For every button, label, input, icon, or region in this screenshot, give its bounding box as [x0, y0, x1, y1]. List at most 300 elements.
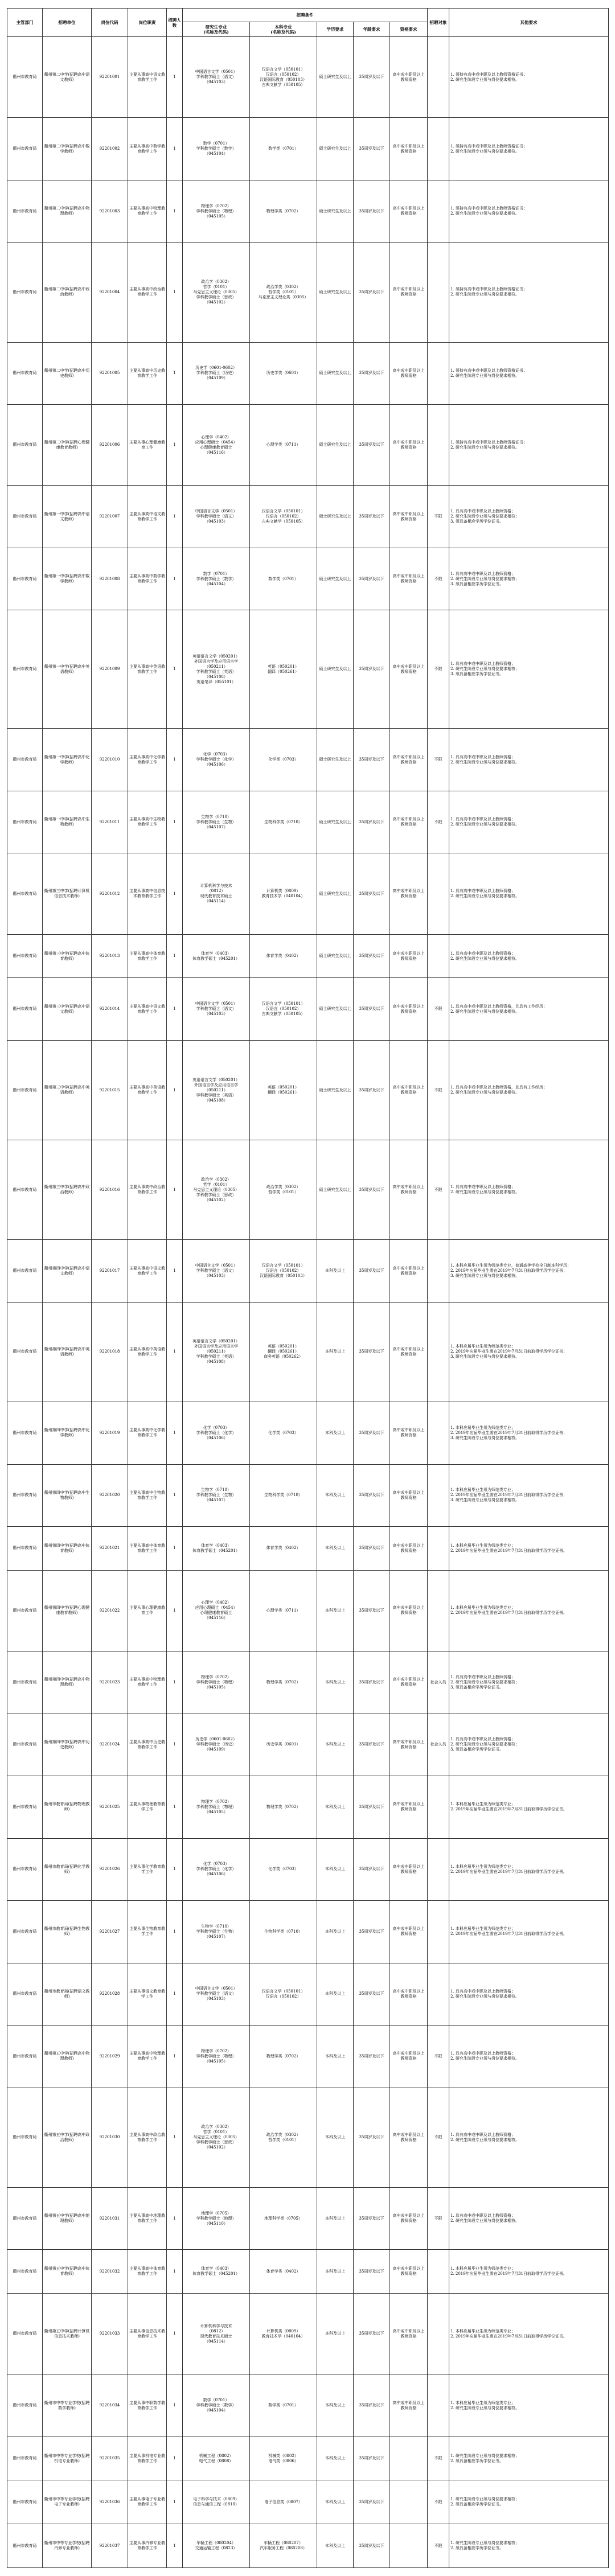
code-cell: 92201029: [92, 2026, 128, 2088]
under-major-cell: 数学类（0701）: [250, 548, 317, 610]
grad-major-cell: 生物学（0710） 学科教学硕士（生物） （045107）: [183, 1464, 250, 1527]
age-cell: 35周岁及以下: [354, 1464, 390, 1527]
post-cell: 主要从事语文教育教学工作: [128, 1963, 167, 2026]
under-major-cell: 政治学类（0302） 哲学类（0101）: [250, 1140, 317, 1240]
code-cell: 92201032: [92, 2250, 128, 2294]
grad-major-cell: 化学（0703） 学科教学硕士（化学） （045106）: [183, 1838, 250, 1901]
other-cell: 1. 具有高中或中职及以上教师资格； 2. 研究生阶段专业须与岗位要求相符； 3. 须具备相应学历学位证书。: [449, 1714, 609, 1776]
edu-cell: 本科及以上: [317, 1464, 354, 1527]
under-major-cell: 英语（050201） 翻译（050261）: [250, 1040, 317, 1140]
under-major-cell: 化学类（0703）: [250, 1838, 317, 1901]
code-cell: 92201008: [92, 548, 128, 610]
code-cell: 92201012: [92, 853, 128, 934]
qual-cell: 高中或中职及以上教师资格: [390, 729, 428, 791]
code-cell: 92201028: [92, 1963, 128, 2026]
qual-cell: 高中或中职及以上教师资格: [390, 180, 428, 243]
qual-cell: 高中或中职及以上教师资格: [390, 1776, 428, 1839]
table-row: [7, 1240, 609, 1303]
age-cell: 35周岁及以下: [354, 2374, 390, 2437]
table-row: [7, 934, 609, 978]
unit-cell: 衢州第二中学(招聘高中政治教师): [43, 243, 92, 342]
dept-cell: 衢州市教育局: [7, 180, 43, 243]
grad-major-cell: 中国语言文学（0501） 学科教学硕士（语文） （045103）: [183, 486, 250, 548]
count-cell: 1: [167, 1140, 183, 1240]
post-cell: 主要从事高中数学教育教学工作: [128, 118, 167, 180]
qual-cell: 高中或中职及以上教师资格: [390, 1464, 428, 1527]
dept-cell: 衢州市教育局: [7, 1776, 43, 1839]
edu-cell: 硕士研究生及以上: [317, 548, 354, 610]
age-cell: 35周岁及以下: [354, 548, 390, 610]
post-cell: 主要从事高中体育教育教学工作: [128, 1527, 167, 1571]
edu-cell: 本科及以上: [317, 2524, 354, 2568]
grad-major-cell: 数学（0701） 学科教学硕士（数学） （045104）: [183, 548, 250, 610]
unit-cell: 衢州第五中学(招聘高中体育教师): [43, 2250, 92, 2294]
edu-cell: 本科及以上: [317, 2480, 354, 2524]
edu-cell: 硕士研究生及以上: [317, 118, 354, 180]
dept-cell: 衢州市教育局: [7, 2374, 43, 2437]
table-row: [7, 2437, 609, 2480]
edu-cell: 硕士研究生及以上: [317, 342, 354, 405]
post-cell: 主要从事高中历史教育教学工作: [128, 342, 167, 405]
grad-major-cell: 数学（0701） 学科教学硕士（数学） （045104）: [183, 118, 250, 180]
grad-major-cell: 政治学（0302） 哲学（0101） 马克思主义理论（0305） 学科教学硕士（思政） （045102）: [183, 1140, 250, 1240]
target-cell: [428, 1963, 449, 2026]
age-cell: 35周岁及以下: [354, 2026, 390, 2088]
age-cell: 35周岁及以下: [354, 729, 390, 791]
qual-cell: 高中或中职及以上教师资格: [390, 1651, 428, 1714]
count-cell: 1: [167, 405, 183, 486]
code-cell: 92201017: [92, 1240, 128, 1303]
edu-cell: 本科及以上: [317, 1402, 354, 1465]
age-cell: 35周岁及以下: [354, 1302, 390, 1402]
target-cell: [428, 1402, 449, 1465]
grad-major-cell: 化学（0703） 学科教学硕士（化学） （045106）: [183, 1402, 250, 1465]
code-cell: 92201027: [92, 1901, 128, 1963]
qual-cell: 高中或中职及以上教师资格: [390, 1140, 428, 1240]
grad-major-cell: 电子科学与技术（0809） 信息与通信工程（0810）: [183, 2480, 250, 2524]
count-cell: 1: [167, 1570, 183, 1651]
grad-major-cell: 体育学（0403） 体育教学硕士（045201）: [183, 1527, 250, 1571]
recruitment-table: [7, 8, 609, 2568]
edu-cell: 硕士研究生及以上: [317, 978, 354, 1041]
table-row: [7, 1140, 609, 1240]
post-cell: 主要从事高中政治教育教学工作: [128, 243, 167, 342]
code-cell: 92201035: [92, 2437, 128, 2480]
code-cell: 92201001: [92, 37, 128, 118]
dept-cell: 衢州市教育局: [7, 978, 43, 1041]
dept-cell: 衢州市教育局: [7, 791, 43, 853]
grad-major-cell: 机械工程（0802） 电气工程（0808）: [183, 2437, 250, 2480]
target-cell: 不限: [428, 1040, 449, 1140]
dept-cell: 衢州市教育局: [7, 486, 43, 548]
edu-cell: 硕士研究生及以上: [317, 853, 354, 934]
other-cell: 1. 本科应届毕业生须为师范类专业； 2. 2019年应届毕业生需在2019年7月31日前取得学历学位证书。: [449, 1776, 609, 1839]
target-cell: 不限: [428, 2088, 449, 2187]
unit-cell: 衢州市中等专业学校(招聘电子专业教师): [43, 2480, 92, 2524]
other-cell: 1. 须持有高中或中职及以上教师资格证书； 2. 研究生阶段专业须与岗位要求相符。: [449, 243, 609, 342]
count-cell: 1: [167, 853, 183, 934]
edu-cell: 本科及以上: [317, 2374, 354, 2437]
age-cell: 35周岁及以下: [354, 118, 390, 180]
unit-cell: 衢州第四中学(招聘高中生物教师): [43, 1464, 92, 1527]
post-cell: 主要从事高中物理教育教学工作: [128, 1651, 167, 1714]
under-major-cell: 生物科学类（0710）: [250, 1901, 317, 1963]
unit-cell: 衢州第一中学(招聘高中语文教师): [43, 486, 92, 548]
table-row: [7, 2480, 609, 2524]
count-cell: 1: [167, 2026, 183, 2088]
target-cell: 社会人员: [428, 1714, 449, 1776]
edu-cell: 硕士研究生及以上: [317, 791, 354, 853]
age-cell: 35周岁及以下: [354, 1570, 390, 1651]
code-cell: 92201002: [92, 118, 128, 180]
grad-major-cell: 中国语言文学（0501） 学科教学硕士（语文） （045103）: [183, 37, 250, 118]
header-target: 招聘对象: [428, 9, 449, 37]
count-cell: 1: [167, 2374, 183, 2437]
other-cell: 1. 研究生阶段专业须与岗位要求相符； 2. 须具备相应学历学位证书。: [449, 2480, 609, 2524]
edu-cell: 硕士研究生及以上: [317, 610, 354, 729]
post-cell: 主要从事高中生物教育教学工作: [128, 791, 167, 853]
target-cell: [428, 1570, 449, 1651]
other-cell: 1. 本科应届毕业生须为师范类专业； 2. 研究生阶段专业须与岗位要求相符。: [449, 2374, 609, 2437]
post-cell: 主要从事高中语文教育教学工作: [128, 37, 167, 118]
dept-cell: 衢州市教育局: [7, 2088, 43, 2187]
qual-cell: 高中或中职及以上教师资格: [390, 934, 428, 978]
unit-cell: 衢州第二中学(招聘高中物理教师): [43, 180, 92, 243]
edu-cell: 本科及以上: [317, 1527, 354, 1571]
post-cell: 主要从事化学教育教学工作: [128, 1838, 167, 1901]
grad-major-cell: 心理学（0402） 应用心理硕士（0454） 心理健康教育硕士 （045116）: [183, 405, 250, 486]
count-cell: 1: [167, 2524, 183, 2568]
dept-cell: 衢州市教育局: [7, 1651, 43, 1714]
age-cell: 35周岁及以下: [354, 1963, 390, 2026]
dept-cell: 衢州市教育局: [7, 1402, 43, 1465]
unit-cell: 衢州市教育局(招聘生物教师): [43, 1901, 92, 1963]
qual-cell: 高中或中职及以上教师资格: [390, 2088, 428, 2187]
age-cell: 35周岁及以下: [354, 1776, 390, 1839]
under-major-cell: 汉语言文学（050101） 汉语言（050102） 古典文献学（050105）: [250, 978, 317, 1041]
age-cell: 35周岁及以下: [354, 1402, 390, 1465]
count-cell: 1: [167, 934, 183, 978]
other-cell: 1. 具有高中或中职及以上教师资格； 2. 研究生阶段专业须与岗位要求相符。: [449, 2187, 609, 2250]
post-cell: 主要从事高中英语教育教学工作: [128, 1302, 167, 1402]
table-row: [7, 853, 609, 934]
grad-major-cell: 政治学（0302） 哲学（0101） 马克思主义理论（0305） 学科教学硕士（思政） （045102）: [183, 2088, 250, 2187]
dept-cell: 衢州市教育局: [7, 934, 43, 978]
code-cell: 92201004: [92, 243, 128, 342]
header-count: 招聘人数: [167, 9, 183, 37]
unit-cell: 衢州第三中学(招聘高中英语教师): [43, 1040, 92, 1140]
count-cell: 1: [167, 610, 183, 729]
target-cell: [428, 934, 449, 978]
unit-cell: 衢州第五中学(招聘高中政治教师): [43, 2088, 92, 2187]
under-major-cell: 生物科学类（0710）: [250, 1464, 317, 1527]
under-major-cell: 数学类（0701）: [250, 2374, 317, 2437]
age-cell: 35周岁及以下: [354, 934, 390, 978]
dept-cell: 衢州市教育局: [7, 243, 43, 342]
count-cell: 1: [167, 791, 183, 853]
grad-major-cell: 计算机科学与技术 （0812） 现代教育技术硕士 （045114）: [183, 853, 250, 934]
target-cell: [428, 1240, 449, 1303]
edu-cell: 本科及以上: [317, 1714, 354, 1776]
other-cell: 1. 须持有高中或中职及以上教师资格证书； 2. 研究生阶段专业须与岗位要求相符。: [449, 342, 609, 405]
qual-cell: 高中或中职及以上教师资格: [390, 1240, 428, 1303]
other-cell: 1. 具有高中或中职及以上教师资格； 2. 研究生阶段专业须与岗位要求相符； 3. 须具备相应学历学位证书。: [449, 548, 609, 610]
table-row: [7, 2250, 609, 2294]
unit-cell: 衢州市教育局(招聘化学教师): [43, 1838, 92, 1901]
age-cell: 35周岁及以下: [354, 486, 390, 548]
post-cell: 主要从事高中地理教育教学工作: [128, 2187, 167, 2250]
unit-cell: 衢州市中等专业学校(招聘数学教师): [43, 2374, 92, 2437]
unit-cell: 衢州第四中学(招聘高中历史教师): [43, 1714, 92, 1776]
other-cell: 1. 本科应届毕业生须为师范类专业； 2. 2019年应届毕业生需在2019年7月31日前取得学历学位证书。: [449, 2250, 609, 2294]
under-major-cell: 汉语言文学（050101） 汉语言（050102）: [250, 1963, 317, 2026]
other-cell: 1. 具有高中或中职及以上教师资格； 2. 研究生阶段专业须与岗位要求相符； 3. 须具备相应学历学位证书。: [449, 610, 609, 729]
unit-cell: 衢州第四中学(招聘高中英语教师): [43, 1302, 92, 1402]
count-cell: 1: [167, 2088, 183, 2187]
qual-cell: 高中或中职及以上教师资格: [390, 2250, 428, 2294]
unit-cell: 衢州第一中学(招聘高中化学教师): [43, 729, 92, 791]
age-cell: 35周岁及以下: [354, 405, 390, 486]
edu-cell: 本科及以上: [317, 1776, 354, 1839]
dept-cell: 衢州市教育局: [7, 1838, 43, 1901]
count-cell: 1: [167, 548, 183, 610]
under-major-cell: 体育学类（0402）: [250, 2250, 317, 2294]
age-cell: 35周岁及以下: [354, 37, 390, 118]
unit-cell: 衢州第三中学(招聘高中政治教师): [43, 1140, 92, 1240]
code-cell: 92201026: [92, 1838, 128, 1901]
table-row: [7, 118, 609, 180]
post-cell: 主要从事高中化学教育教学工作: [128, 1402, 167, 1465]
unit-cell: 衢州第四中学(招聘高中物理教师): [43, 1651, 92, 1714]
table-row: [7, 1527, 609, 1571]
edu-cell: 本科及以上: [317, 1302, 354, 1402]
dept-cell: 衢州市教育局: [7, 1714, 43, 1776]
table-row: [7, 2026, 609, 2088]
header-post: 岗位职责: [128, 9, 167, 37]
count-cell: 1: [167, 2187, 183, 2250]
code-cell: 92201022: [92, 1570, 128, 1651]
header-dept: 主管部门: [7, 9, 43, 37]
under-major-cell: 物理学类（0702）: [250, 2026, 317, 2088]
dept-cell: 衢州市教育局: [7, 1040, 43, 1140]
grad-major-cell: 物理学（0702） 学科教学硕士（物理） （045105）: [183, 1776, 250, 1839]
code-cell: 92201031: [92, 2187, 128, 2250]
target-cell: [428, 2250, 449, 2294]
other-cell: 1. 具有高中或中职及以上教师资格； 2. 研究生阶段专业须与岗位要求相符； 3. 须具备相应学历学位证书。: [449, 486, 609, 548]
other-cell: 1. 本科应届毕业生须为师范类专业； 2. 2019年应届毕业生需在2019年7月31日前取得学历学位证书； 3. 研究生阶段专业须与岗位要求相符。: [449, 1464, 609, 1527]
header-qual: 资格要求: [390, 22, 428, 37]
dept-cell: 衢州市教育局: [7, 2187, 43, 2250]
other-cell: 1. 本科应届毕业生须为师范类专业； 2. 2019年应届毕业生需在2019年7月31日前取得学历学位证书； 3. 研究生阶段专业须与岗位要求相符。: [449, 1402, 609, 1465]
table-row: [7, 1838, 609, 1901]
unit-cell: 衢州第二中学(招聘心理健康教育教师): [43, 405, 92, 486]
other-cell: 1. 本科应届毕业生须为师范类专业； 2. 2019年应届毕业生需在2019年7月31日前取得学历学位证书。: [449, 1527, 609, 1571]
age-cell: 35周岁及以下: [354, 180, 390, 243]
grad-major-cell: 英语语言文学（050201） 外国语言学及应用语言学 （050211） 学科教学硕士（英语） （045108）: [183, 1302, 250, 1402]
qual-cell: 高中或中职及以上教师资格: [390, 1402, 428, 1465]
table-row: [7, 729, 609, 791]
grad-major-cell: 生物学（0710） 学科教学硕士（生物） （045107）: [183, 791, 250, 853]
post-cell: 主要从事生物教育教学工作: [128, 1901, 167, 1963]
grad-major-cell: 体育学（0403） 体育教学硕士（045201）: [183, 2250, 250, 2294]
dept-cell: 衢州市教育局: [7, 2293, 43, 2374]
qual-cell: [390, 2437, 428, 2480]
count-cell: 1: [167, 1776, 183, 1839]
other-cell: 1. 本科应届毕业生须为师范类专业； 2. 2019年应届毕业生需在2019年7月31日前取得学历学位证书。: [449, 1901, 609, 1963]
table-row: [7, 610, 609, 729]
post-cell: 主要从事高中政治教育教学工作: [128, 2088, 167, 2187]
unit-cell: 衢州第四中学(招聘高中体育教师): [43, 1527, 92, 1571]
target-cell: [428, 118, 449, 180]
code-cell: 92201009: [92, 610, 128, 729]
qual-cell: 高中或中职及以上教师资格: [390, 118, 428, 180]
age-cell: 35周岁及以下: [354, 1838, 390, 1901]
edu-cell: 硕士研究生及以上: [317, 405, 354, 486]
under-major-cell: 历史学类（0601）: [250, 1714, 317, 1776]
age-cell: 35周岁及以下: [354, 2524, 390, 2568]
grad-major-cell: 物理学（0702） 学科教学硕士（物理） （045105）: [183, 180, 250, 243]
under-major-cell: 数学类（0701）: [250, 118, 317, 180]
table-row: [7, 1302, 609, 1402]
under-major-cell: 化学类（0703）: [250, 729, 317, 791]
target-cell: [428, 2374, 449, 2437]
post-cell: 主要从事高中英语教育教学工作: [128, 1040, 167, 1140]
dept-cell: 衢州市教育局: [7, 1464, 43, 1527]
target-cell: 不限: [428, 610, 449, 729]
header-age: 年龄要求: [354, 22, 390, 37]
under-major-cell: 体育学类（0402）: [250, 934, 317, 978]
code-cell: 92201018: [92, 1302, 128, 1402]
qual-cell: 高中或中职及以上教师资格: [390, 2026, 428, 2088]
count-cell: 1: [167, 2437, 183, 2480]
target-cell: 不限: [428, 486, 449, 548]
qual-cell: 高中或中职及以上教师资格: [390, 405, 428, 486]
post-cell: 主要从事高中语文教育教学工作: [128, 486, 167, 548]
dept-cell: 衢州市教育局: [7, 1570, 43, 1651]
dept-cell: 衢州市教育局: [7, 118, 43, 180]
edu-cell: 本科及以上: [317, 2187, 354, 2250]
code-cell: 92201007: [92, 486, 128, 548]
age-cell: 35周岁及以下: [354, 978, 390, 1041]
dept-cell: 衢州市教育局: [7, 1527, 43, 1571]
count-cell: 1: [167, 342, 183, 405]
other-cell: 1. 具有高中或中职及以上教师资格； 2. 研究生阶段专业须与岗位要求相符。: [449, 2088, 609, 2187]
other-cell: 1. 具有高中或中职及以上教师资格； 2. 研究生阶段专业须与岗位要求相符。: [449, 1963, 609, 2026]
count-cell: 1: [167, 2293, 183, 2374]
edu-cell: 本科及以上: [317, 1570, 354, 1651]
table-row: [7, 1963, 609, 2026]
post-cell: 主要从事高中物理教育教学工作: [128, 2026, 167, 2088]
code-cell: 92201033: [92, 2293, 128, 2374]
grad-major-cell: 历史学（0601-0602） 学科教学硕士（历史） （045109）: [183, 342, 250, 405]
count-cell: 1: [167, 1240, 183, 1303]
under-major-cell: 地理科学类（0705）: [250, 2187, 317, 2250]
target-cell: [428, 342, 449, 405]
count-cell: 1: [167, 1464, 183, 1527]
code-cell: 92201020: [92, 1464, 128, 1527]
under-major-cell: 物理学类（0702）: [250, 1776, 317, 1839]
edu-cell: 本科及以上: [317, 2026, 354, 2088]
qual-cell: [390, 2524, 428, 2568]
count-cell: 1: [167, 486, 183, 548]
age-cell: 35周岁及以下: [354, 2187, 390, 2250]
other-cell: 1. 须持有高中或中职及以上教师资格证书； 2. 研究生阶段专业须与岗位要求相符。: [449, 405, 609, 486]
under-major-cell: 历史学类（0601）: [250, 342, 317, 405]
count-cell: 1: [167, 1402, 183, 1465]
edu-cell: 本科及以上: [317, 2293, 354, 2374]
table-row: [7, 2524, 609, 2568]
target-cell: 不限: [428, 2524, 449, 2568]
unit-cell: 衢州第二中学(招聘高中数学教师): [43, 118, 92, 180]
count-cell: 1: [167, 1040, 183, 1140]
qual-cell: 高中或中职及以上教师资格: [390, 1963, 428, 2026]
code-cell: 92201010: [92, 729, 128, 791]
post-cell: 主要从事高中化学教育教学工作: [128, 729, 167, 791]
target-cell: [428, 405, 449, 486]
count-cell: 1: [167, 1901, 183, 1963]
count-cell: 1: [167, 118, 183, 180]
target-cell: 不限: [428, 2437, 449, 2480]
post-cell: 主要从事高中历史教育教学工作: [128, 1714, 167, 1776]
unit-cell: 衢州第三中学(招聘高中体育教师): [43, 934, 92, 978]
under-major-cell: 计算机类（0809） 教育技术学（040104）: [250, 853, 317, 934]
code-cell: 92201023: [92, 1651, 128, 1714]
under-major-cell: 汉语言文学（050101） 汉语言（050102） 古典文献学（050105）: [250, 486, 317, 548]
post-cell: 主要从事高中语文教育教学工作: [128, 978, 167, 1041]
post-cell: 主要从事心理健康教育工作: [128, 1570, 167, 1651]
grad-major-cell: 计算机科学与技术 （0812） 现代教育技术硕士 （045114）: [183, 2293, 250, 2374]
post-cell: 主要从事汽修专业教育教学工作: [128, 2524, 167, 2568]
qual-cell: [390, 2480, 428, 2524]
other-cell: 1. 本科应届毕业生须为师范类专业； 2. 2019年应届毕业生需在2019年7月31日前取得学历学位证书； 3. 研究生阶段专业须与岗位要求相符。: [449, 1302, 609, 1402]
count-cell: 1: [167, 1651, 183, 1714]
target-cell: 不限: [428, 791, 449, 853]
age-cell: 35周岁及以下: [354, 1527, 390, 1571]
age-cell: 35周岁及以下: [354, 1651, 390, 1714]
grad-major-cell: 心理学（0402） 应用心理硕士（0454） 心理健康教育硕士 （045116）: [183, 1570, 250, 1651]
target-cell: [428, 1464, 449, 1527]
edu-cell: 硕士研究生及以上: [317, 1040, 354, 1140]
target-cell: [428, 243, 449, 342]
edu-cell: 硕士研究生及以上: [317, 37, 354, 118]
other-cell: 1. 具有高中或中职及以上教师资格，且具有工作经历； 2. 研究生阶段专业须与岗位要求相符。: [449, 978, 609, 1041]
grad-major-cell: 历史学（0601-0602） 学科教学硕士（历史） （045109）: [183, 1714, 250, 1776]
qual-cell: 高中或中职及以上教师资格: [390, 1040, 428, 1140]
code-cell: 92201019: [92, 1402, 128, 1465]
age-cell: 35周岁及以下: [354, 243, 390, 342]
header-other: 其他要求: [449, 9, 609, 37]
code-cell: 92201025: [92, 1776, 128, 1839]
unit-cell: 衢州第一中学(招聘高中数学教师): [43, 548, 92, 610]
under-major-cell: 心理学类（0711）: [250, 1570, 317, 1651]
under-major-cell: 化学类（0703）: [250, 1402, 317, 1465]
target-cell: 不限: [428, 2026, 449, 2088]
qual-cell: 高中或中职及以上教师资格: [390, 978, 428, 1041]
table-row: [7, 548, 609, 610]
dept-cell: 衢州市教育局: [7, 342, 43, 405]
code-cell: 92201011: [92, 791, 128, 853]
under-major-cell: 车辆工程（080207） 汽车服务工程（080208）: [250, 2524, 317, 2568]
edu-cell: 硕士研究生及以上: [317, 243, 354, 342]
qual-cell: 高中或中职及以上教师资格: [390, 853, 428, 934]
grad-major-cell: 中国语言文学（0501） 学科教学硕士（语文） （045103）: [183, 1963, 250, 2026]
code-cell: 92201006: [92, 405, 128, 486]
under-major-cell: 政治学类（0302） 哲学类（0101）: [250, 2088, 317, 2187]
qual-cell: 高中或中职及以上教师资格: [390, 1302, 428, 1402]
unit-cell: 衢州市中等专业学校(招聘机电专业教师): [43, 2437, 92, 2480]
under-major-cell: 体育学类（0402）: [250, 1527, 317, 1571]
header-unit: 招聘单位: [43, 9, 92, 37]
